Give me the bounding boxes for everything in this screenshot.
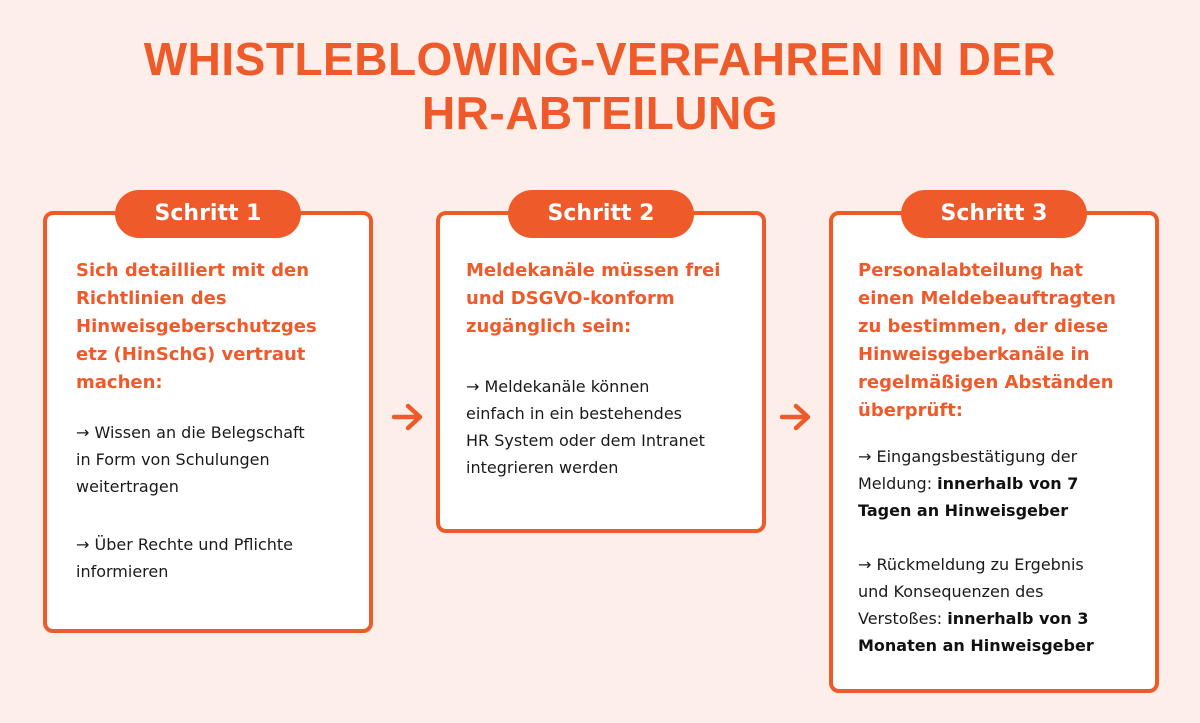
page-title-line-2: HR-ABTEILUNG <box>421 87 779 139</box>
page-title-line-1: WHISTLEBLOWING-VERFAHREN IN DER <box>143 33 1057 85</box>
step-1-item-2: → Über Rechte und Pflichte informieren <box>76 535 293 581</box>
step-label-1: Schritt 1 <box>115 190 301 238</box>
step-heading-3: Personalabteilung hat einen Meldebeauftragten zu bestimmen, der diese Hinweisgeberkanäle in regelmäßigen Abständen überprüft: <box>858 260 1116 421</box>
page-title <box>0 32 1200 140</box>
step-2-item-1: → Meldekanäle können einfach in ein bestehendes HR System oder dem Intranet integrieren werden <box>466 377 705 477</box>
step-3-item-2: → Rückmeldung zu Ergebnis und Konsequenzen des Verstoßes: innerhalb von 3 Monaten an Hinweisgeber <box>858 555 1094 655</box>
step-1-item-1: → Wissen an die Belegschaft in Form von Schulungen weitertragen <box>76 423 305 496</box>
step-heading-1: Sich detailliert mit den Richtlinien des Hinweisgeberschutzges etz (HinSchG) vertraut machen: <box>76 260 317 393</box>
arrow-right-icon <box>780 403 812 431</box>
step-label-3: Schritt 3 <box>901 190 1087 238</box>
step-label-2: Schritt 2 <box>508 190 694 238</box>
step-heading-2: Meldekanäle müssen frei und DSGVO-konform zugänglich sein: <box>466 260 721 337</box>
arrow-right-icon <box>392 403 424 431</box>
step-3-item-1: → Eingangsbestätigung der Meldung: innerhalb von 7 Tagen an Hinweisgeber <box>858 447 1079 520</box>
